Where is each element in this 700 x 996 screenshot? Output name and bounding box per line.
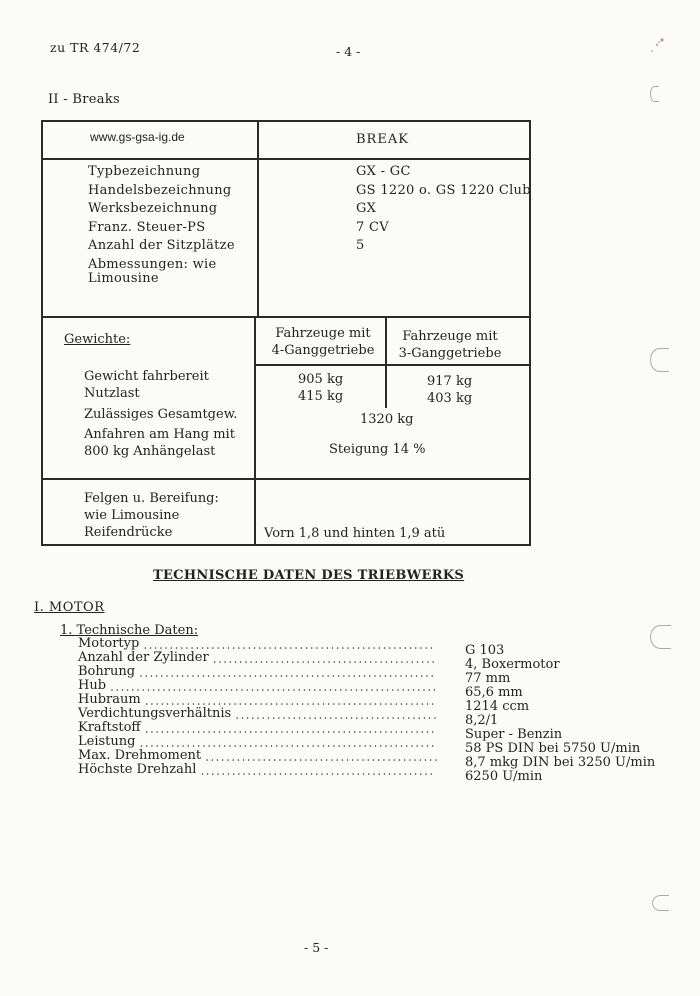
gewichte-label: Gewichte: [64,332,131,347]
label-gesamtgewicht: Zulässiges Gesamtgew. [84,407,238,422]
nutzlast-3-gang: 403 kg [427,391,473,406]
value-handelsbezeichnung: GS 1220 o. GS 1220 Club [356,182,531,198]
motor-heading: I. MOTOR [34,600,105,615]
value-steigung: Steigung 14 % [329,442,426,457]
tires-line2: wie Limousine [84,508,180,523]
col4-line1: Fahrzeuge mit [275,326,371,341]
website-link[interactable]: www.gs-gsa-ig.de [90,130,185,144]
page-number-top: - 4 - [336,44,361,59]
label-nutzlast: Nutzlast [84,386,140,401]
tires-line3: Reifendrücke [84,525,173,540]
fahrbereit-3-gang: 917 kg [427,374,473,389]
spec-value-verdichtung: 8,2/1 [465,713,499,728]
value-sitzplaetze: 5 [356,238,365,253]
break-header: BREAK [356,132,409,147]
spec-value-motortyp: G 103 [465,643,505,658]
spec-value-hub: 65,6 mm [465,685,523,700]
spec-label-kraftstoff: Kraftstoff [78,720,141,735]
label-fahrbereit: Gewicht fahrbereit [84,369,209,384]
page-number-bottom: - 5 - [304,940,329,955]
spec-value-drehmoment: 8,7 mkg DIN bei 3250 U/min [465,755,656,770]
label-sitzplaetze: Anzahl der Sitzplätze [88,238,235,253]
spec-label-bohrung: Bohrung [78,664,136,679]
spec-label-motortyp: Motortyp [78,636,140,651]
tires-line1: Felgen u. Bereifung: [84,491,219,506]
spec-label-hub: Hub [78,678,107,693]
spec-label-leistung: Leistung [78,734,136,749]
label-typbezeichnung: Typbezeichnung [88,164,201,179]
spec-value-bohrung: 77 mm [465,671,511,686]
nutzlast-4-gang: 415 kg [298,389,344,404]
label-steuer-ps: Franz. Steuer-PS [88,219,206,235]
spec-value-leistung: 58 PS DIN bei 5750 U/min [465,741,641,756]
spec-value-hubraum: 1214 ccm [465,699,530,714]
value-typbezeichnung: GX - GC [356,164,411,179]
spec-value-zylinder: 4, Boxermotor [465,657,560,672]
document-reference: zu TR 474/72 [50,40,141,55]
spec-value-kraftstoff: Super - Benzin [465,727,563,742]
value-werksbezeichnung: GX [356,201,377,216]
spec-label-verdichtung: Verdichtungsverhältnis [78,706,232,721]
motor-sub-heading: 1. Technische Daten: [60,623,199,638]
section-title: II - Breaks [48,92,120,107]
col4-line2: 4-Ganggetriebe [271,343,375,358]
col3-line1: Fahrzeuge mit [402,329,498,344]
value-gesamtgewicht: 1320 kg [360,412,414,427]
label-werksbezeichnung: Werksbezeichnung [88,201,218,216]
abmessungen-line1: Abmessungen: wie [88,257,217,272]
hang-line2: 800 kg Anhängelast [84,444,216,459]
fahrbereit-4-gang: 905 kg [298,372,344,387]
spec-label-drehmoment: Max. Drehmoment [78,748,202,763]
spec-value-drehzahl: 6250 U/min [465,769,543,784]
spec-label-drehzahl: Höchste Drehzahl [78,762,197,777]
value-steuer-ps: 7 CV [356,219,389,235]
label-handelsbezeichnung: Handelsbezeichnung [88,182,232,198]
spec-label-hubraum: Hubraum [78,692,141,707]
tire-pressure-value: Vorn 1,8 und hinten 1,9 atü [264,526,446,541]
abmessungen-line2: Limousine [88,271,159,286]
spec-values [465,644,655,784]
tech-data-title: TECHNISCHE DATEN DES TRIEBWERKS [153,568,465,583]
col3-line2: 3-Ganggetriebe [398,346,502,361]
hang-line1: Anfahren am Hang mit [84,427,235,442]
spec-label-zylinder: Anzahl der Zylinder [78,650,209,665]
